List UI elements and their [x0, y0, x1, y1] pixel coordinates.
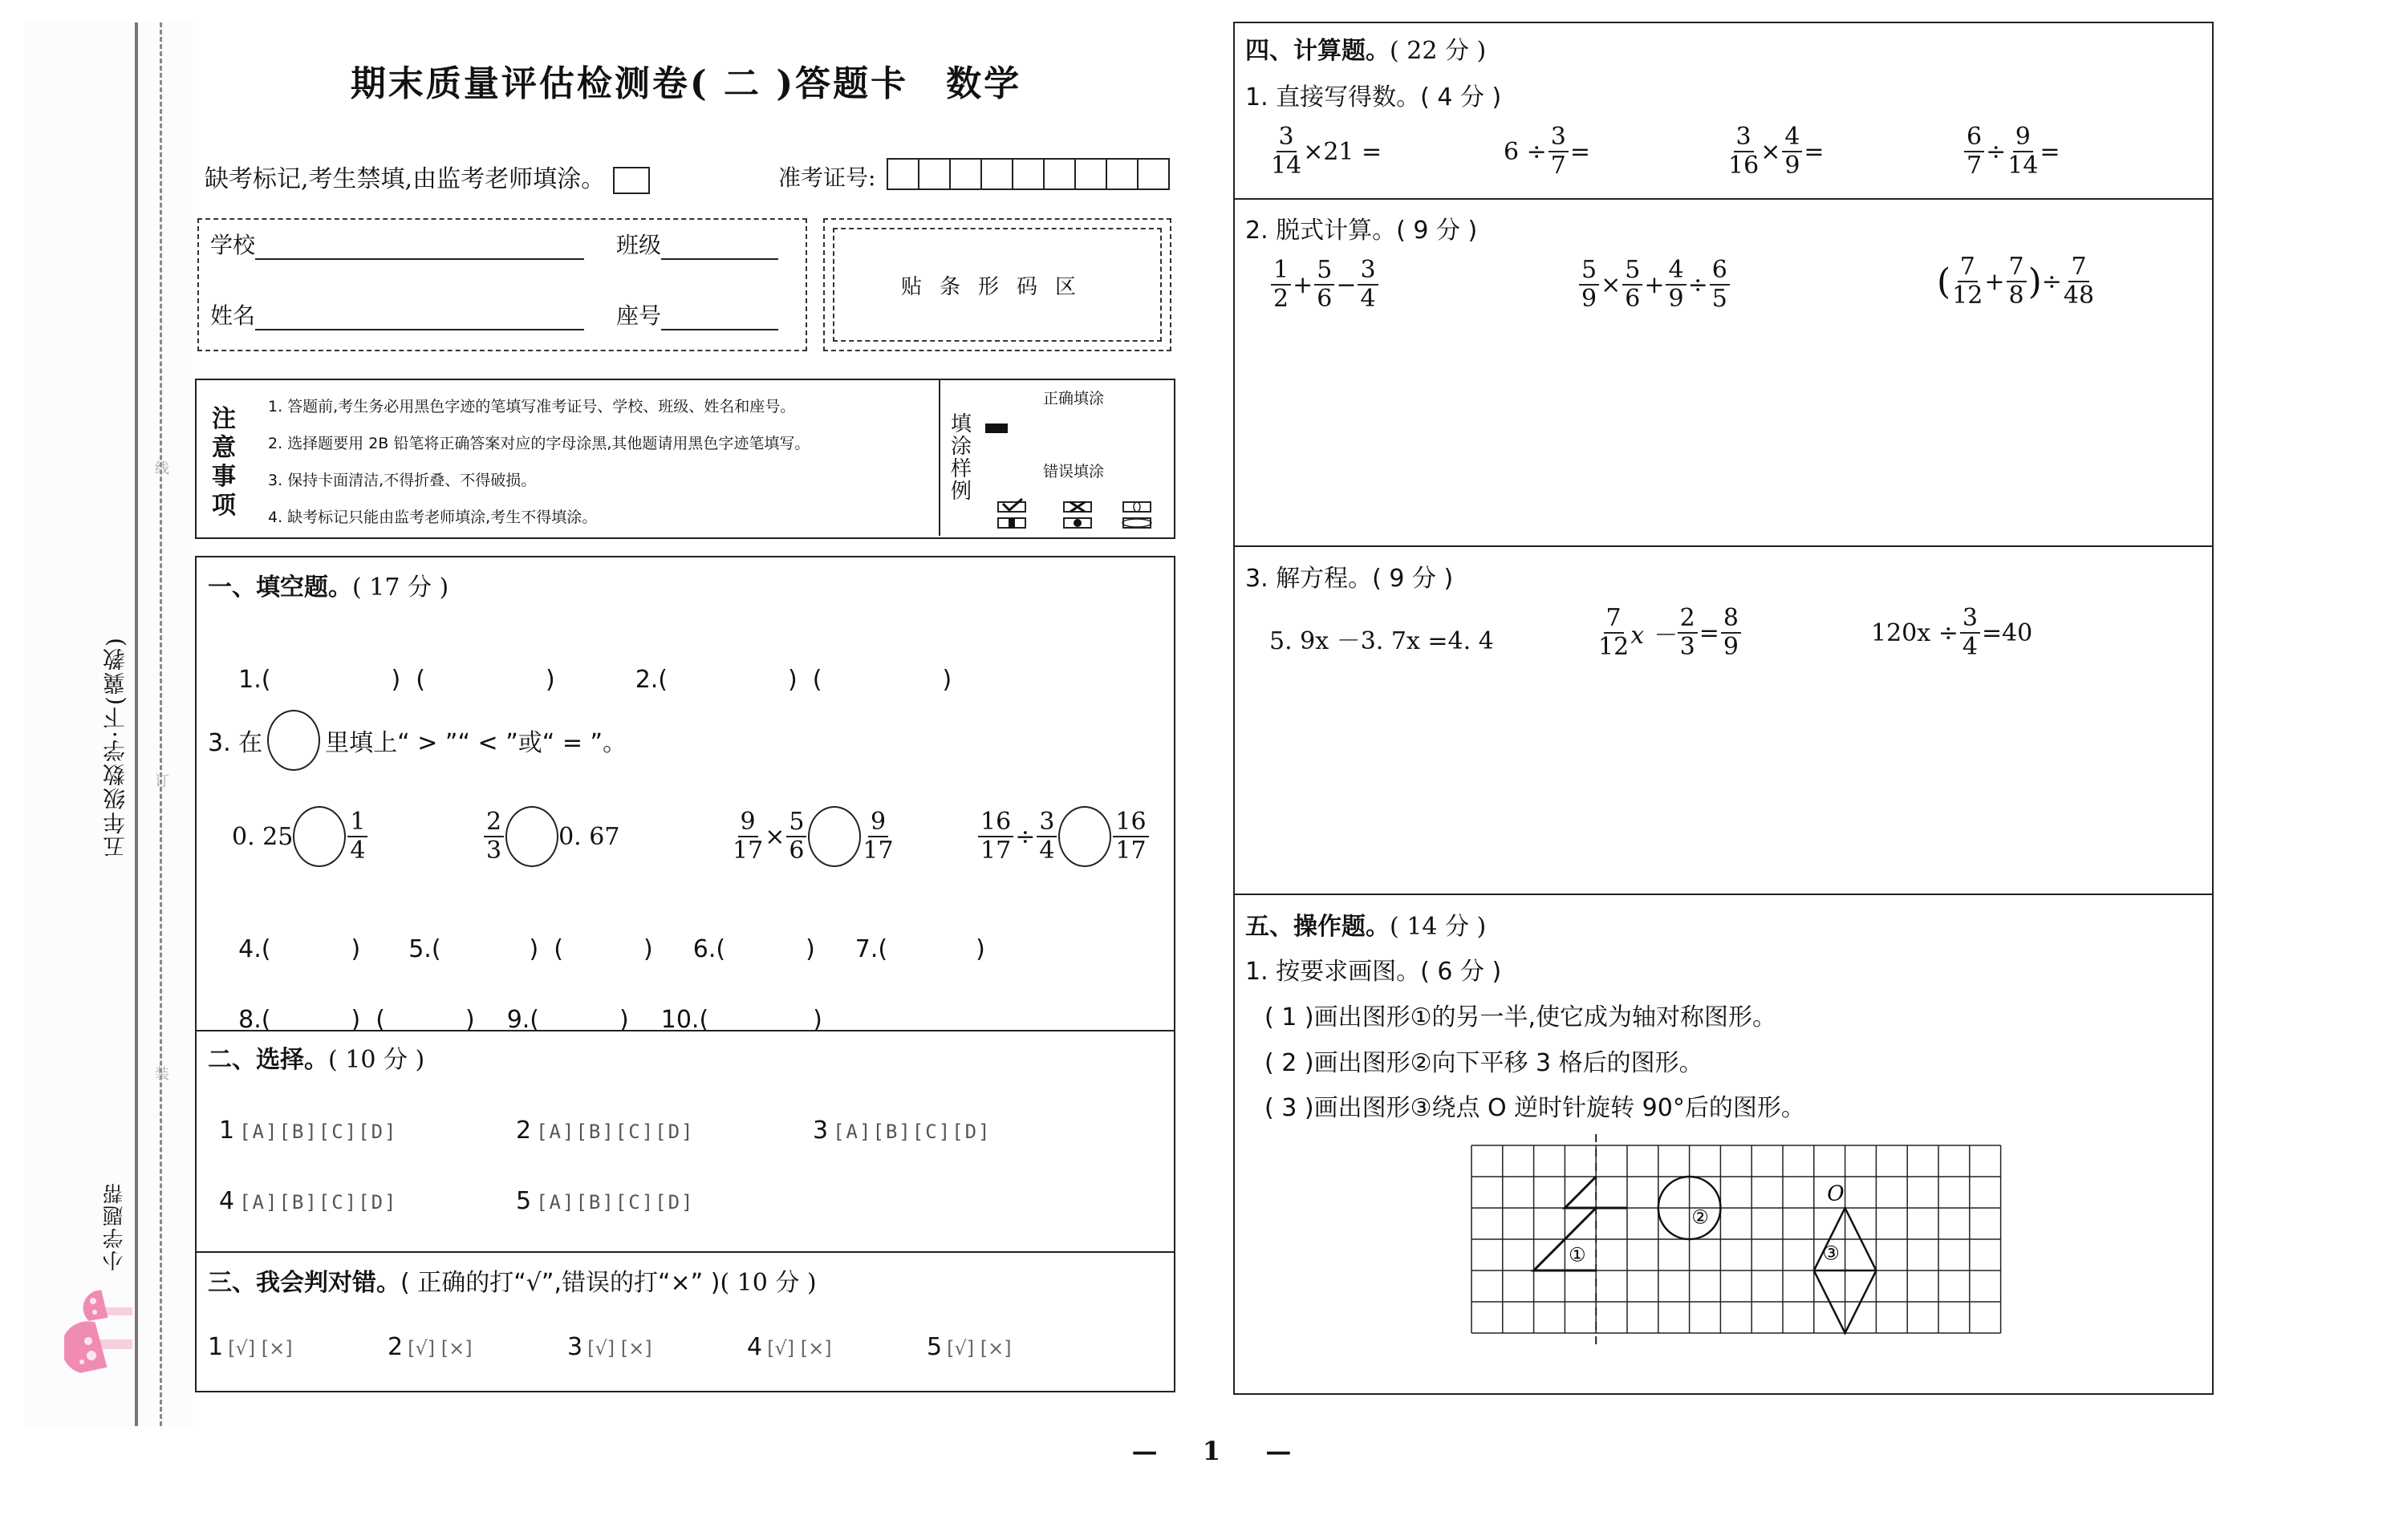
- id-digit-box[interactable]: [1045, 160, 1076, 188]
- section-title: 三、我会判对错。( 正确的打“√”,错误的打“×” )( 10 分 ): [208, 1269, 817, 1297]
- comparison-3[interactable]: $\frac{9}{17}$ × $\frac{5}{6}$ $\frac{9}{17}$: [731, 806, 895, 867]
- equation-3[interactable]: 120x ÷ $\frac{3}{4}$ =40: [1871, 604, 2033, 661]
- panel-divider: [1233, 545, 2212, 547]
- tf-q3[interactable]: 3 [√] [×]: [567, 1333, 652, 1361]
- operation-q1-label: 1. 按要求画图。( 6 分 ): [1245, 958, 1502, 986]
- operation-step-2: ( 2 )画出图形②向下平移 3 格后的图形。: [1264, 1049, 1703, 1077]
- section-choice: [195, 1028, 1175, 1253]
- absent-mark-row: [205, 159, 650, 194]
- margin-rule: [135, 22, 138, 1426]
- choice-q2[interactable]: 2 [A][B][C][D]: [516, 1116, 695, 1145]
- section-fill-in: [195, 556, 1175, 1034]
- note-item: 4. 缺考标记只能由监考老师填涂,考生不得填涂。: [268, 509, 598, 526]
- id-digit-box[interactable]: [951, 160, 982, 188]
- point-o-label: O: [1827, 1181, 1845, 1206]
- answer-row-4[interactable]: 4.( ) 5.( ) ( ) 6.( ) 7.( ): [238, 935, 985, 963]
- shape-2-label: ②: [1691, 1206, 1709, 1229]
- tf-q4[interactable]: 4 [√] [×]: [747, 1333, 832, 1361]
- id-digit-box[interactable]: [888, 160, 919, 188]
- absent-mark-box[interactable]: [613, 167, 650, 194]
- notes-heading: 注意事项: [212, 405, 236, 520]
- answer-row-1[interactable]: 1.( ) ( ) 2.( ) ( ): [238, 666, 952, 694]
- school-field[interactable]: [210, 228, 584, 260]
- mushroom-logo-icon: [64, 1275, 144, 1380]
- id-digit-box[interactable]: [982, 160, 1013, 188]
- id-digit-box[interactable]: [1013, 160, 1045, 188]
- answer-circle[interactable]: [505, 806, 558, 867]
- note-item: 2. 选择题要用 2B 铅笔将正确答案对应的字母涂黑,其他题请用黑色字迹笔填写。: [268, 435, 810, 452]
- page-number-footer: [1131, 1436, 1292, 1466]
- step-calc-3[interactable]: ( $\frac{7}{12}$ + $\frac{7}{8}$ ) ÷ $\frac{7}{48}$: [1937, 253, 2095, 310]
- direct-calc-2[interactable]: 6 ÷ $\frac{3}{7}$ =: [1504, 123, 1590, 180]
- school-input-line[interactable]: [255, 236, 584, 260]
- school-label: 学校: [210, 232, 256, 258]
- notes-divider: [939, 379, 940, 536]
- id-digit-box[interactable]: [1107, 160, 1139, 188]
- note-item: 1. 答题前,考生务必用黑色字迹的笔填写准考证号、学校、班级、姓名和座号。: [268, 398, 796, 415]
- shape-3-label: ③: [1822, 1242, 1840, 1265]
- class-label: 班级: [616, 232, 662, 258]
- id-digit-box[interactable]: [919, 160, 951, 188]
- direct-calc-4[interactable]: $\frac{6}{7}$ ÷ $\frac{9}{14}$ =: [1963, 124, 2060, 180]
- section-title: 一、填空题。( 17 分 ): [208, 573, 449, 602]
- footer-dash-left: —: [1131, 1436, 1158, 1466]
- answer-circle[interactable]: [1058, 806, 1111, 867]
- correct-fill-sample-icon: [985, 424, 1008, 433]
- barcode-label: 贴条形码区: [900, 274, 1094, 299]
- operation-step-3: ( 3 )画出图形③绕点 O 逆时针旋转 90°后的图形。: [1264, 1094, 1805, 1122]
- direct-calc-1[interactable]: $\frac{3}{14}$ ×21 =: [1271, 123, 1382, 180]
- page-number: 1: [1202, 1436, 1221, 1466]
- tf-q2[interactable]: 2 [√] [×]: [388, 1333, 473, 1361]
- exam-id-boxes[interactable]: [887, 158, 1170, 190]
- comparison-1[interactable]: 0. 25 $\frac{1}{4}$: [232, 806, 369, 867]
- equation-1[interactable]: 5. 9x －3. 7x =4. 4: [1269, 627, 1494, 655]
- section-title: 二、选择。( 10 分 ): [208, 1046, 425, 1074]
- footer-dash-right: —: [1265, 1436, 1292, 1466]
- book-title: 五年级数学·下(冀教): [102, 636, 128, 858]
- cut-line: [160, 22, 162, 1426]
- binding-mark-bind: 装: [155, 1066, 169, 1083]
- page-title: 期末质量评估检测卷( 二 )答题卡 数学: [350, 63, 1022, 104]
- correct-fill-label: 正确填涂: [1043, 390, 1105, 407]
- tf-q1[interactable]: 1 [√] [×]: [208, 1333, 293, 1361]
- step-calc-1[interactable]: $\frac{1}{2}$ + $\frac{5}{6}$ − $\frac{3}{4}$: [1269, 257, 1380, 313]
- q3-instruction: 3. 在 里填上“ > ”“ < ”或“ = ”。: [208, 710, 627, 771]
- student-info-box: [197, 218, 807, 351]
- barcode-area: [833, 228, 1162, 342]
- calc-q2-label: 2. 脱式计算。( 9 分 ): [1245, 217, 1478, 245]
- grid-lines: [1471, 1145, 2001, 1333]
- calc-q1-label: 1. 直接写得数。( 4 分 ): [1245, 83, 1502, 111]
- comparison-4[interactable]: $\frac{16}{17}$ ÷ $\frac{3}{4}$ $\frac{16}{17}$: [976, 806, 1151, 867]
- name-label: 姓名: [210, 302, 256, 329]
- wrong-fill-samples-icon: [995, 496, 1155, 532]
- section-title-calc: 四、计算题。( 22 分 ): [1245, 37, 1487, 65]
- wrong-fill-label: 错误填涂: [1043, 463, 1105, 480]
- seat-label: 座号: [616, 302, 662, 329]
- section-title-operation: 五、操作题。( 14 分 ): [1245, 913, 1487, 941]
- class-input-line[interactable]: [661, 236, 778, 260]
- seat-input-line[interactable]: [661, 306, 778, 330]
- section-true-false: [195, 1251, 1175, 1392]
- id-digit-box[interactable]: [1139, 160, 1168, 188]
- absent-note: 缺考标记,考生禁填,由监考老师填涂。: [205, 165, 606, 193]
- shape-1-label: ①: [1569, 1243, 1586, 1266]
- choice-q1[interactable]: 1 [A][B][C][D]: [219, 1116, 398, 1145]
- comparison-2[interactable]: $\frac{2}{3}$ 0. 67: [482, 806, 619, 867]
- note-item: 3. 保持卡面清洁,不得折叠、不得破损。: [268, 472, 537, 489]
- choice-q5[interactable]: 5 [A][B][C][D]: [516, 1187, 695, 1215]
- name-input-line[interactable]: [255, 306, 584, 330]
- fill-sample-heading: 填涂样例: [950, 412, 972, 504]
- panel-divider: [1233, 198, 2212, 200]
- answer-circle[interactable]: [293, 806, 346, 867]
- calc-q3-label: 3. 解方程。( 9 分 ): [1245, 565, 1454, 593]
- binding-mark-line: 线: [155, 460, 169, 477]
- tf-q5[interactable]: 5 [√] [×]: [927, 1333, 1012, 1361]
- exam-id-label: 准考证号:: [778, 164, 876, 191]
- answer-row-5[interactable]: 8.( ) ( ) 9.( ) 10.( ): [238, 1006, 822, 1034]
- panel-divider: [1233, 894, 2212, 895]
- name-field[interactable]: [210, 298, 584, 330]
- operation-step-1: ( 1 )画出图形①的另一半,使它成为轴对称图形。: [1264, 1003, 1776, 1031]
- drawing-grid[interactable]: [1460, 1123, 2022, 1356]
- brand-name: 小学题帮: [103, 1181, 127, 1271]
- equation-2[interactable]: $\frac{7}{12}$ x － $\frac{2}{3}$ = $\frac{8}{9}$: [1597, 605, 1743, 661]
- choice-q4[interactable]: 4 [A][B][C][D]: [219, 1187, 398, 1215]
- binding-mark-order: 订: [155, 773, 169, 790]
- answer-circle[interactable]: [808, 806, 861, 867]
- direct-calc-3[interactable]: $\frac{3}{16}$ × $\frac{4}{9}$ =: [1728, 123, 1825, 180]
- step-calc-2[interactable]: $\frac{5}{9}$ × $\frac{5}{6}$ + $\frac{4}{9}$ ÷ $\frac{6}{5}$: [1577, 257, 1731, 313]
- class-field[interactable]: [616, 228, 778, 260]
- choice-q3[interactable]: 3 [A][B][C][D]: [813, 1116, 992, 1145]
- compare-circle-icon: [267, 710, 320, 771]
- seat-field[interactable]: [616, 298, 778, 330]
- id-digit-box[interactable]: [1076, 160, 1107, 188]
